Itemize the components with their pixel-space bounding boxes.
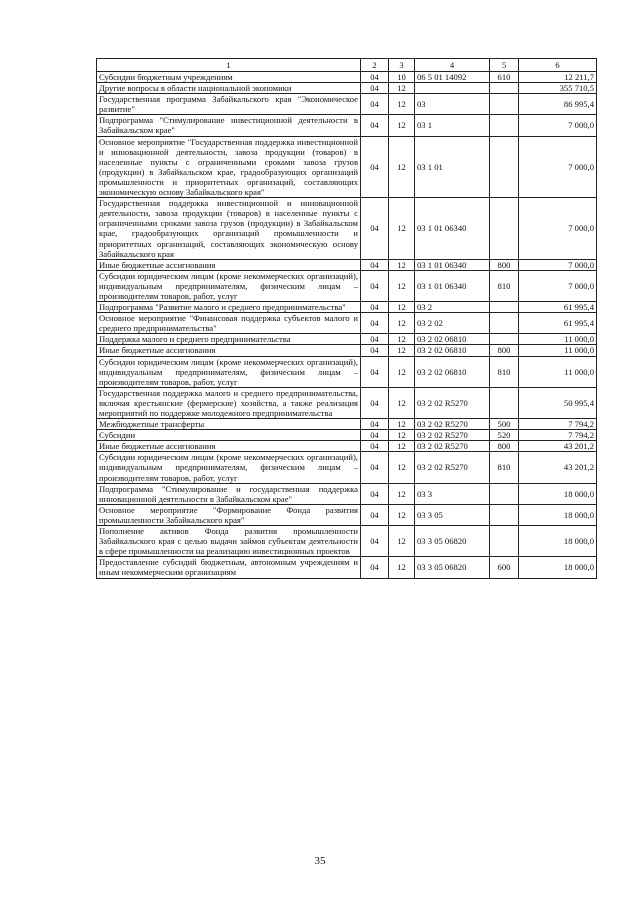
row-section: 04: [361, 356, 389, 387]
row-target-article: 03 2 02 R5270: [415, 419, 490, 430]
row-subsection: 12: [389, 313, 415, 334]
row-section: 04: [361, 313, 389, 334]
row-subsection: 12: [389, 345, 415, 356]
table-row: [97, 430, 597, 441]
row-expense-type: 800: [490, 441, 519, 452]
table-row: [97, 115, 597, 136]
row-name: Субсидии бюджетным учреждениям: [97, 72, 361, 83]
row-subsection: 12: [389, 441, 415, 452]
row-section: 04: [361, 430, 389, 441]
table-row: [97, 94, 597, 115]
row-name: Субсидии: [97, 430, 361, 441]
row-target-article: 03: [415, 94, 490, 115]
row-amount: 7 000,0: [519, 259, 597, 270]
row-name: Предоставление субсидий бюджетным, автономным учреждениям и иным некоммерческим организациям: [97, 557, 361, 578]
row-section: 04: [361, 441, 389, 452]
row-expense-type: [490, 526, 519, 557]
row-expense-type: 800: [490, 259, 519, 270]
table-header-row: [97, 59, 597, 72]
row-amount: 18 000,0: [519, 504, 597, 525]
table-row: [97, 557, 597, 578]
table-row: [97, 526, 597, 557]
row-subsection: 12: [389, 419, 415, 430]
header-col-1: 1: [97, 59, 361, 72]
row-name: Субсидии юридическим лицам (кроме некоммерческих организаций), индивидуальным предпринимателям, физическим лицам – производителям товаров, работ, услуг: [97, 270, 361, 301]
row-name: Другие вопросы в области национальной экономики: [97, 83, 361, 94]
row-target-article: 03 3 05 06820: [415, 526, 490, 557]
row-subsection: 12: [389, 356, 415, 387]
row-expense-type: [490, 483, 519, 504]
row-amount: 18 000,0: [519, 483, 597, 504]
row-section: 04: [361, 302, 389, 313]
row-section: 04: [361, 270, 389, 301]
row-target-article: 03 2 02 R5270: [415, 452, 490, 483]
header-col-3: 3: [389, 59, 415, 72]
table-row: [97, 387, 597, 418]
table-row: [97, 259, 597, 270]
row-name: Иные бюджетные ассигнования: [97, 259, 361, 270]
row-name: Субсидии юридическим лицам (кроме некоммерческих организаций), индивидуальным предпринимателям, физическим лицам – производителям товаров, работ, услуг: [97, 356, 361, 387]
row-expense-type: [490, 83, 519, 94]
row-section: 04: [361, 419, 389, 430]
table-row: [97, 504, 597, 525]
table-row: [97, 356, 597, 387]
row-subsection: 12: [389, 198, 415, 260]
row-target-article: 03 1 01 06340: [415, 270, 490, 301]
row-name: Иные бюджетные ассигнования: [97, 345, 361, 356]
row-section: 04: [361, 483, 389, 504]
row-name: Поддержка малого и среднего предпринимательства: [97, 334, 361, 345]
table-row: [97, 345, 597, 356]
row-subsection: 12: [389, 430, 415, 441]
row-name: Межбюджетные трансферты: [97, 419, 361, 430]
row-target-article: 03 2 02 06810: [415, 356, 490, 387]
row-amount: 7 000,0: [519, 136, 597, 198]
row-name: Подпрограмма "Стимулирование и государственная поддержка инновационной деятельности в Забайкальском крае": [97, 483, 361, 504]
row-amount: 11 000,0: [519, 345, 597, 356]
row-subsection: 12: [389, 387, 415, 418]
row-section: 04: [361, 452, 389, 483]
row-subsection: 12: [389, 259, 415, 270]
page-number: 35: [314, 855, 326, 867]
row-name: Иные бюджетные ассигнования: [97, 441, 361, 452]
row-expense-type: 810: [490, 452, 519, 483]
row-amount: 7 000,0: [519, 270, 597, 301]
row-amount: 43 201,2: [519, 452, 597, 483]
row-subsection: 12: [389, 504, 415, 525]
row-amount: 7 794,2: [519, 430, 597, 441]
row-target-article: 03 2 02 06810: [415, 345, 490, 356]
row-amount: 18 000,0: [519, 526, 597, 557]
row-name: Субсидии юридическим лицам (кроме некоммерческих организаций), индивидуальным предпринимателям, физическим лицам – производителям товаров, работ, услуг: [97, 452, 361, 483]
row-amount: 86 995,4: [519, 94, 597, 115]
row-target-article: 03 2: [415, 302, 490, 313]
row-expense-type: 600: [490, 557, 519, 578]
row-section: 04: [361, 259, 389, 270]
header-col-2: 2: [361, 59, 389, 72]
budget-table: [96, 58, 597, 579]
row-target-article: 03 3 05 06820: [415, 557, 490, 578]
row-subsection: 12: [389, 94, 415, 115]
row-expense-type: [490, 115, 519, 136]
table-row: [97, 136, 597, 198]
row-subsection: 12: [389, 115, 415, 136]
row-subsection: 12: [389, 83, 415, 94]
row-section: 04: [361, 345, 389, 356]
row-amount: 50 995,4: [519, 387, 597, 418]
table-row: [97, 83, 597, 94]
row-amount: 355 710,5: [519, 83, 597, 94]
row-section: 04: [361, 504, 389, 525]
row-section: 04: [361, 136, 389, 198]
row-target-article: 03 1: [415, 115, 490, 136]
header-col-6: 6: [519, 59, 597, 72]
table-row: [97, 72, 597, 83]
table-row: [97, 302, 597, 313]
row-target-article: 03 3: [415, 483, 490, 504]
row-section: 04: [361, 557, 389, 578]
row-subsection: 12: [389, 302, 415, 313]
row-expense-type: [490, 198, 519, 260]
row-target-article: 03 3 05: [415, 504, 490, 525]
row-expense-type: 810: [490, 270, 519, 301]
row-expense-type: 500: [490, 419, 519, 430]
row-section: 04: [361, 72, 389, 83]
row-expense-type: [490, 136, 519, 198]
row-target-article: 03 1 01 06340: [415, 259, 490, 270]
row-target-article: 03 1 01: [415, 136, 490, 198]
row-target-article: 03 2 02: [415, 313, 490, 334]
row-name: Подпрограмма "Развитие малого и среднего предпринимательства": [97, 302, 361, 313]
row-target-article: 03 2 02 R5270: [415, 430, 490, 441]
row-section: 04: [361, 198, 389, 260]
row-amount: 61 995,4: [519, 313, 597, 334]
row-amount: 11 000,0: [519, 334, 597, 345]
row-name: Основное мероприятие "Формирование Фонда развития промышленности Забайкальского края": [97, 504, 361, 525]
row-amount: 7 794,2: [519, 419, 597, 430]
header-col-4: 4: [415, 59, 490, 72]
row-section: 04: [361, 94, 389, 115]
row-target-article: 03 1 01 06340: [415, 198, 490, 260]
row-subsection: 12: [389, 270, 415, 301]
table-row: [97, 452, 597, 483]
row-section: 04: [361, 83, 389, 94]
table-row: [97, 313, 597, 334]
row-amount: 7 000,0: [519, 115, 597, 136]
row-amount: 61 995,4: [519, 302, 597, 313]
row-expense-type: [490, 302, 519, 313]
row-name: Основное мероприятие "Государственная поддержка инвестиционной и инновационной деятельности, завоза продукции (товаров) в населенные пункты с ограниченными сроками завоза грузов (продукции) в Забайкальском крае, градообразующих организаций промышленности и приоритетных организаций, составляющих экономическую основу Забайкальского края": [97, 136, 361, 198]
row-target-article: 03 2 02 R5270: [415, 441, 490, 452]
row-subsection: 12: [389, 483, 415, 504]
row-section: 04: [361, 387, 389, 418]
row-name: Пополнение активов Фонда развития промышленности Забайкальского края с целью выдачи займов субъектам деятельности в сфере промышленности на реализацию инвестиционных проектов: [97, 526, 361, 557]
row-amount: 18 000,0: [519, 557, 597, 578]
row-subsection: 12: [389, 136, 415, 198]
row-expense-type: 520: [490, 430, 519, 441]
row-name: Государственная поддержка инвестиционной и инновационной деятельности, завоза продукции (товаров) в населенные пункты с ограниченными сроками завоза грузов (продукции) в Забайкальском крае, градообразующих организаций промышленности и приоритетных организаций, составляющих экономическую основу Забайкальского края: [97, 198, 361, 260]
row-expense-type: [490, 313, 519, 334]
row-amount: 43 201,2: [519, 441, 597, 452]
header-col-5: 5: [490, 59, 519, 72]
row-target-article: 06 5 01 14092: [415, 72, 490, 83]
row-expense-type: [490, 504, 519, 525]
table-row: [97, 334, 597, 345]
table-row: [97, 198, 597, 260]
row-subsection: 12: [389, 452, 415, 483]
row-expense-type: [490, 94, 519, 115]
row-amount: 11 000,0: [519, 356, 597, 387]
table-row: [97, 441, 597, 452]
row-target-article: 03 2 02 R5270: [415, 387, 490, 418]
row-expense-type: 810: [490, 356, 519, 387]
row-subsection: 12: [389, 557, 415, 578]
row-name: Государственная программа Забайкальского края "Экономическое развитие": [97, 94, 361, 115]
table-row: [97, 483, 597, 504]
row-expense-type: 610: [490, 72, 519, 83]
row-section: 04: [361, 334, 389, 345]
table-row: [97, 270, 597, 301]
row-expense-type: [490, 387, 519, 418]
row-subsection: 10: [389, 72, 415, 83]
row-section: 04: [361, 526, 389, 557]
row-expense-type: 800: [490, 345, 519, 356]
row-name: Подпрограмма "Стимулирование инвестиционной деятельности в Забайкальском крае": [97, 115, 361, 136]
row-amount: 12 211,7: [519, 72, 597, 83]
row-target-article: [415, 83, 490, 94]
row-subsection: 12: [389, 526, 415, 557]
table-row: [97, 419, 597, 430]
row-name: Государственная поддержка малого и среднего предпринимательства, включая крестьянские (фермерские) хозяйства, а также реализация мероприятий по поддержке молодежного предпринимательства: [97, 387, 361, 418]
row-name: Основное мероприятие "Финансовая поддержка субъектов малого и среднего предпринимательства": [97, 313, 361, 334]
row-section: 04: [361, 115, 389, 136]
row-subsection: 12: [389, 334, 415, 345]
row-amount: 7 000,0: [519, 198, 597, 260]
row-target-article: 03 2 02 06810: [415, 334, 490, 345]
row-expense-type: [490, 334, 519, 345]
